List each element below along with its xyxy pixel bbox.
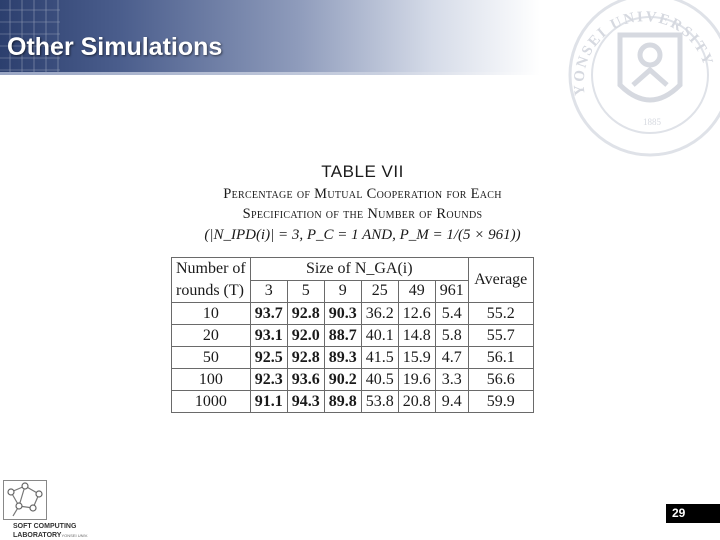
row-header-line2: rounds (T) [176,282,244,299]
value-cell: 92.8 [287,303,324,325]
value-cell: 3.3 [435,369,468,391]
lab-logo-text [13,522,88,540]
value-cell: 5.8 [435,325,468,347]
value-cell: 36.2 [361,303,398,325]
table-caption [160,160,565,246]
value-cell: 5.4 [435,303,468,325]
size-header: 9 [324,280,361,303]
value-cell: 19.6 [398,369,435,391]
value-cell: 93.7 [250,303,287,325]
value-cell: 4.7 [435,347,468,369]
value-cell: 9.4 [435,391,468,413]
cooperation-table [171,257,534,413]
lab-name-line2: LABORATORY [13,532,62,539]
value-cell: 93.1 [250,325,287,347]
value-cell: 91.1 [250,391,287,413]
value-cell: 14.8 [398,325,435,347]
table-row [172,303,534,325]
row-header [172,258,251,303]
lab-name-suffix: YONSEI UNIV. [61,533,89,538]
value-cell: 92.8 [287,347,324,369]
title-underline [0,72,540,75]
value-cell: 20.8 [398,391,435,413]
size-header: 3 [250,280,287,303]
value-cell: 92.5 [250,347,287,369]
average-cell: 59.9 [468,391,533,413]
value-cell: 94.3 [287,391,324,413]
lab-name-line1: SOFT COMPUTING [13,523,77,530]
average-header: Average [468,258,533,303]
column-group-header: Size of N_GA(i) [250,258,468,281]
average-cell: 56.6 [468,369,533,391]
value-cell: 88.7 [324,325,361,347]
size-header: 25 [361,280,398,303]
rounds-cell: 10 [172,303,251,325]
value-cell: 90.3 [324,303,361,325]
row-header-line1: Number of [176,260,246,277]
network-logo-icon [3,480,47,520]
table-row [172,369,534,391]
table-label: TABLE VII [321,162,404,181]
page-number: 29 [666,504,720,523]
value-cell: 12.6 [398,303,435,325]
caption-line-2: Specification of the Number of Rounds [242,206,483,222]
university-seal-watermark [555,0,720,165]
value-cell: 41.5 [361,347,398,369]
rounds-cell: 20 [172,325,251,347]
value-cell: 92.0 [287,325,324,347]
value-cell: 89.3 [324,347,361,369]
value-cell: 90.2 [324,369,361,391]
rounds-cell: 50 [172,347,251,369]
caption-line-1: Percentage of Mutual Cooperation for Each [223,186,502,202]
average-cell: 55.2 [468,303,533,325]
value-cell: 40.1 [361,325,398,347]
value-cell: 89.8 [324,391,361,413]
rounds-cell: 1000 [172,391,251,413]
seal-year: 1885 [643,117,661,127]
size-header: 961 [435,280,468,303]
table-row [172,391,534,413]
table-row [172,347,534,369]
slide-title: Other Simulations [7,33,223,61]
average-cell: 55.7 [468,325,533,347]
value-cell: 93.6 [287,369,324,391]
seal-text: YONSEI UNIVERSITY [571,8,717,97]
rounds-cell: 100 [172,369,251,391]
table-row [172,325,534,347]
value-cell: 53.8 [361,391,398,413]
size-header: 5 [287,280,324,303]
size-header: 49 [398,280,435,303]
value-cell: 15.9 [398,347,435,369]
average-cell: 56.1 [468,347,533,369]
value-cell: 40.5 [361,369,398,391]
caption-parameters: (|N_IPD(i)| = 3, P_C = 1 AND, P_M = 1/(5 × 961)) [204,227,521,243]
value-cell: 92.3 [250,369,287,391]
